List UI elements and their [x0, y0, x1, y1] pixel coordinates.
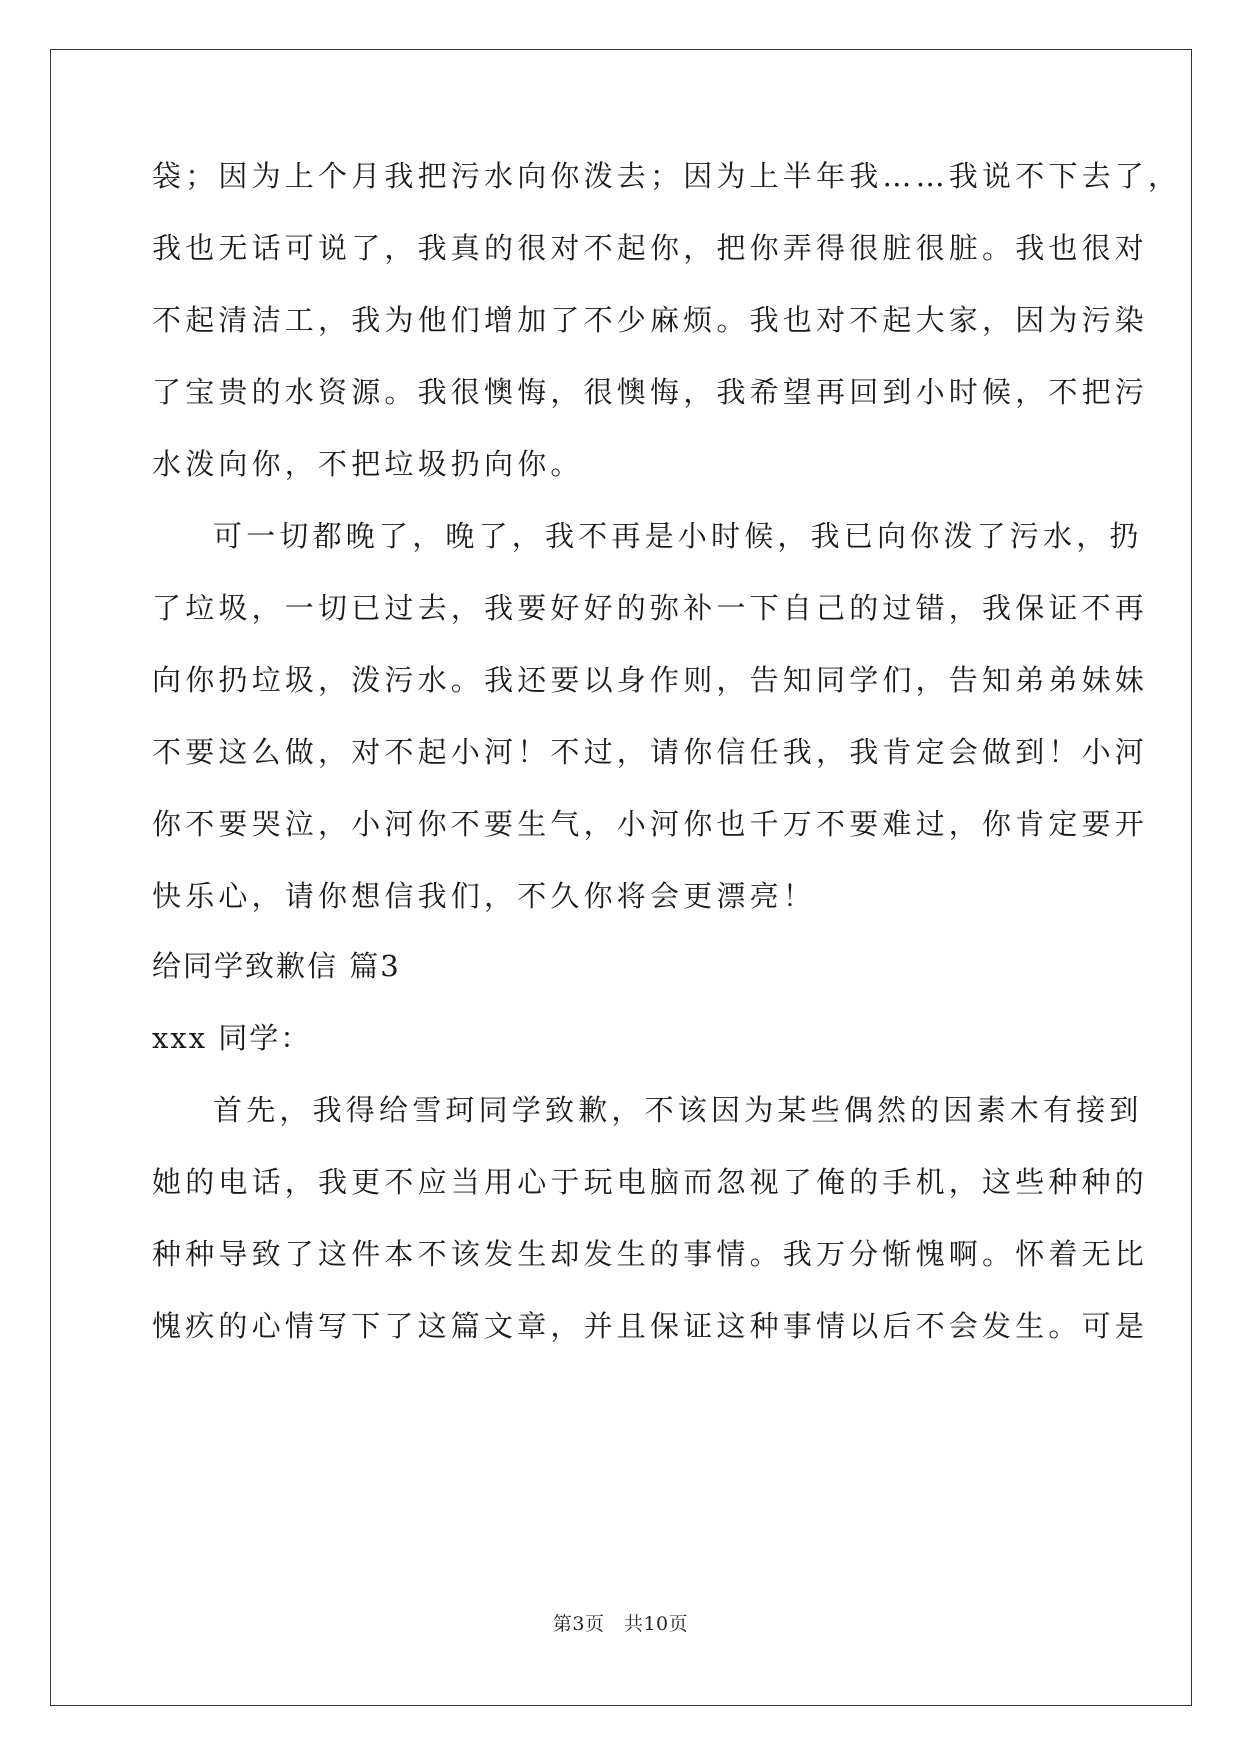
text-line: 不起清洁工，我为他们增加了不少麻烦。我也对不起大家，因为污染 [152, 303, 1149, 337]
text-line: 水泼向你，不把垃圾扔向你。 [152, 447, 584, 481]
text-line: 愧疚的心情写下了这篇文章，并且保证这种事情以后不会发生。可是 [152, 1309, 1149, 1343]
text-line: 我也无话可说了，我真的很对不起你，把你弄得很脏很脏。我也很对 [152, 231, 1149, 265]
text-line: 了垃圾，一切已过去，我要好好的弥补一下自己的过错，我保证不再 [152, 591, 1149, 625]
text-line: 种种导致了这件本不该发生却发生的事情。我万分惭愧啊。怀着无比 [152, 1237, 1149, 1271]
text-line: 她的电话，我更不应当用心于玩电脑而忽视了俺的手机，这些种种的 [152, 1165, 1149, 1199]
section-heading: 给同学致歉信 篇3 [152, 949, 401, 983]
paragraph-start-line: 首先，我得给雪珂同学致歉，不该因为某些偶然的因素木有接到 [213, 1093, 1143, 1127]
text-line: 向你扔垃圾，泼污水。我还要以身作则，告知同学们，告知弟弟妹妹 [152, 663, 1149, 697]
text-line: 快乐心，请你想信我们，不久你将会更漂亮！ [152, 879, 817, 913]
text-line: 你不要哭泣，小河你不要生气，小河你也千万不要难过，你肯定要开 [152, 807, 1149, 841]
text-line: 袋；因为上个月我把污水向你泼去；因为上半年我……我说不下去了， [152, 159, 1182, 193]
page-number-footer: 第3页 共10页 [552, 1613, 689, 1635]
salutation: xxx 同学： [152, 1021, 312, 1055]
paragraph-start-line: 可一切都晚了，晚了，我不再是小时候，我已向你泼了污水，扔 [213, 519, 1143, 553]
text-line: 了宝贵的水资源。我很懊悔，很懊悔，我希望再回到小时候，不把污 [152, 375, 1149, 409]
text-line: 不要这么做，对不起小河！不过，请你信任我，我肯定会做到！小河 [152, 735, 1149, 769]
